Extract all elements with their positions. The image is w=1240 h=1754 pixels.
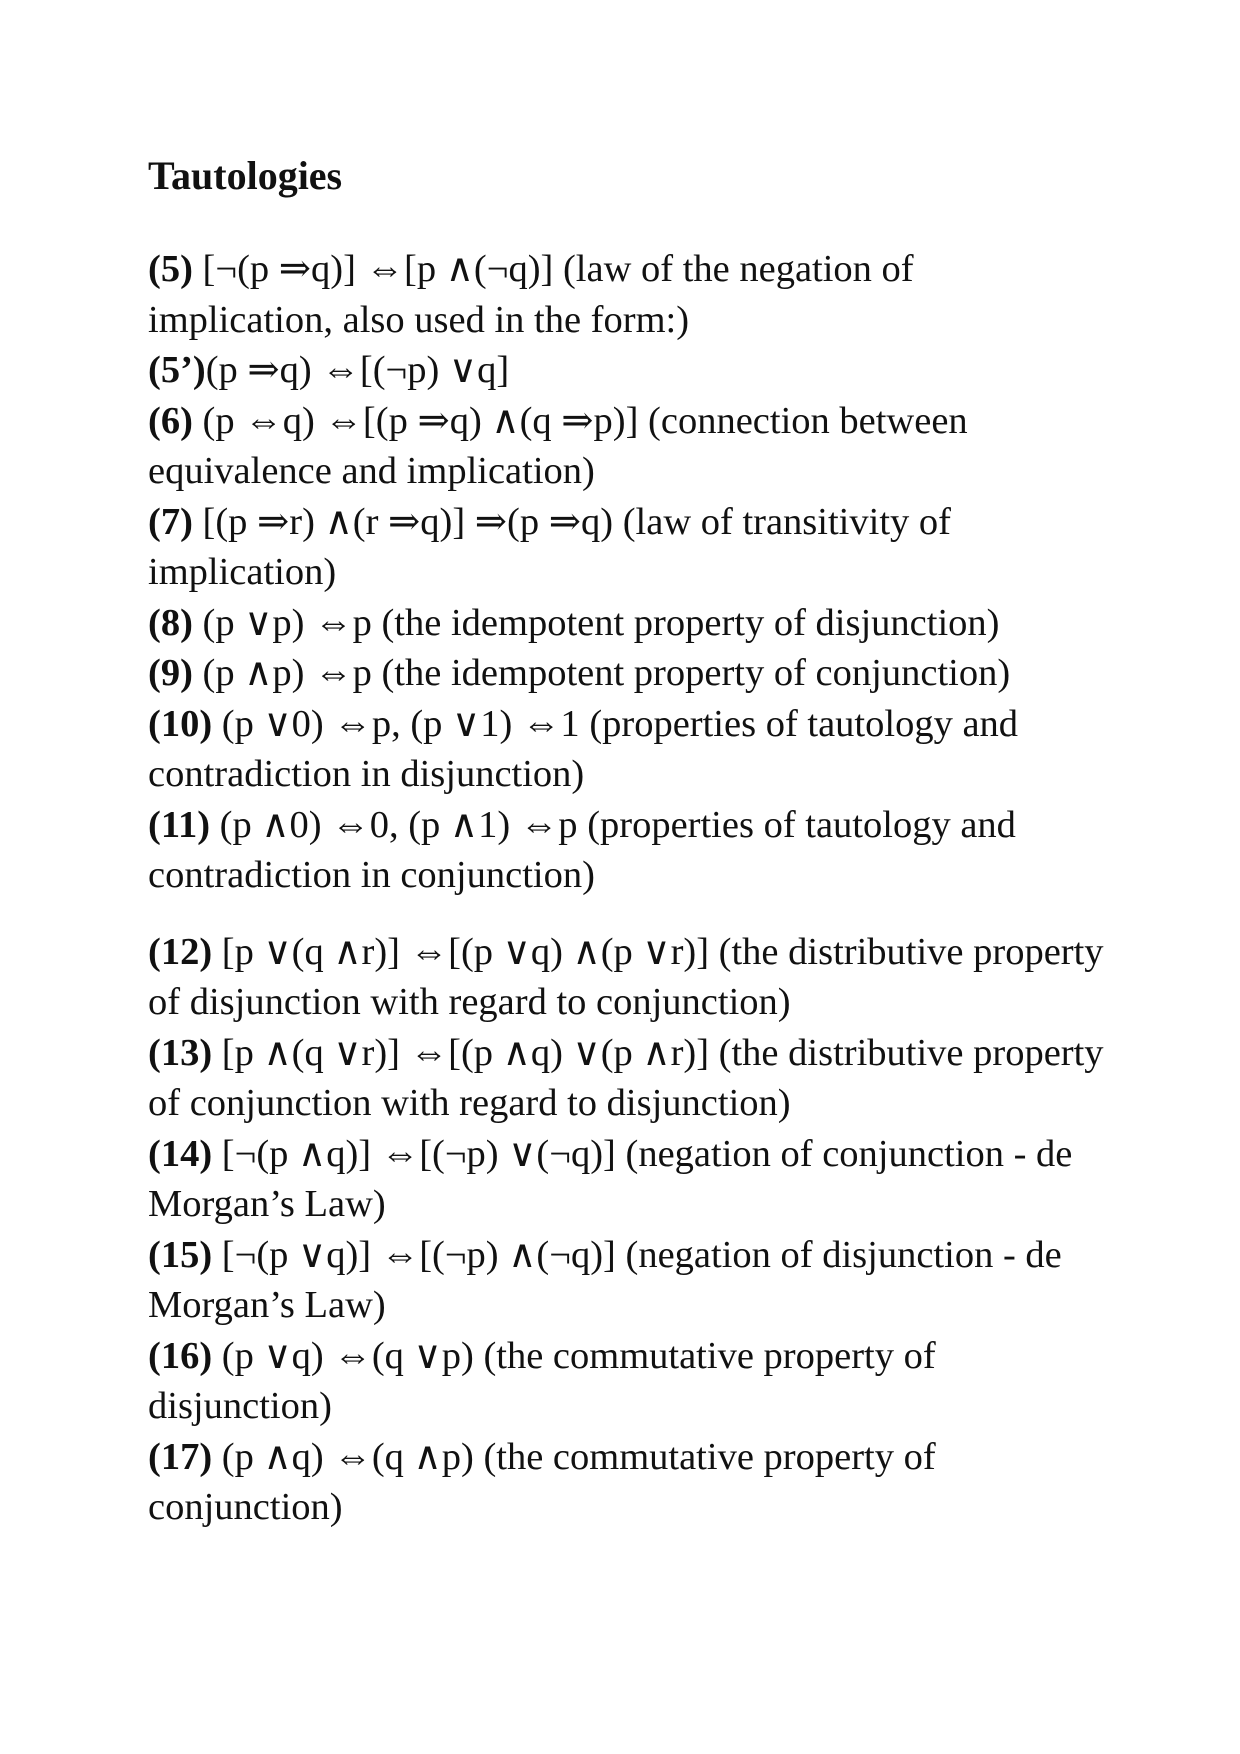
entry-number: (7) [148, 500, 193, 543]
entry-description: (the distributive property of disjunction with regard to conjunction) [148, 930, 1104, 1023]
entry-formula: (p ⇒q) ⇔[(¬p) ∨q] [205, 349, 510, 391]
entry-number: (17) [148, 1435, 213, 1478]
tautology-entry-5 [148, 244, 1108, 345]
entry-description: (the idempotent property of conjunction) [371, 652, 1011, 694]
tautology-entry-14 [148, 1129, 1108, 1230]
entry-description: (law of transitivity of implication) [148, 500, 951, 593]
tautology-entry-9 [148, 648, 1108, 699]
entry-description: (the distributive property of conjunction with regard to disjunction) [148, 1031, 1104, 1124]
entry-number: (13) [148, 1031, 213, 1074]
entry-formula: (p ⇔q) ⇔[(p ⇒q) ∧(q ⇒p)] [192, 399, 639, 442]
tautology-entry-12 [148, 927, 1108, 1028]
entry-formula: [¬(p ∧q)] ⇔[(¬p) ∨(¬q)] [212, 1132, 616, 1175]
document-page [148, 140, 1108, 1533]
entry-number: (9) [148, 652, 193, 694]
entry-formula: [¬(p ⇒q)] ⇔[p ∧(¬q)] [192, 248, 554, 290]
entry-description: (properties of tautology and contradiction in disjunction) [148, 702, 1019, 795]
entry-description: (law of the negation of implication, also used in the form:) [148, 248, 914, 341]
tautology-entry-10 [148, 699, 1108, 800]
entry-description: (the idempotent property of disjunction) [371, 601, 1000, 644]
entry-number: (12) [148, 930, 213, 973]
tautology-entry-11 [148, 800, 1108, 901]
entry-description: (negation of conjunction - de Morgan’s Law) [148, 1132, 1073, 1225]
entry-number: (14) [148, 1132, 213, 1175]
entry-formula: (p ∨q) ⇔(q ∨p) [212, 1334, 474, 1377]
tautology-entry-13 [148, 1028, 1108, 1129]
entry-number: (5’) [148, 349, 206, 391]
entry-description: (properties of tautology and contradiction in conjunction) [148, 803, 1016, 896]
entry-number: (5) [148, 248, 193, 290]
entry-description: (the commutative property of disjunction) [148, 1334, 936, 1427]
entry-number: (10) [148, 702, 213, 745]
entry-description: (negation of disjunction - de Morgan’s Law) [148, 1233, 1062, 1326]
tautology-entry-17 [148, 1432, 1108, 1533]
tautology-entry-15 [148, 1230, 1108, 1331]
tautology-entry-7 [148, 497, 1108, 598]
entry-number: (6) [148, 399, 193, 442]
tautology-entry-5-prime [148, 345, 1108, 396]
entry-formula: [p ∨(q ∧r)] ⇔[(p ∨q) ∧(p ∨r)] [212, 930, 710, 973]
entry-formula: (p ∨0) ⇔p, (p ∨1) ⇔1 [212, 702, 580, 745]
entry-formula: [¬(p ∨q)] ⇔[(¬p) ∧(¬q)] [212, 1233, 616, 1276]
tautology-entry-16 [148, 1331, 1108, 1432]
entry-description: (connection between equivalence and implication) [148, 399, 968, 492]
tautology-entry-8 [148, 598, 1108, 649]
entry-formula: [(p ⇒r) ∧(r ⇒q)] ⇒(p ⇒q) [192, 500, 614, 543]
entry-description: (the commutative property of conjunction) [148, 1435, 936, 1528]
entry-formula: [p ∧(q ∨r)] ⇔[(p ∧q) ∨(p ∧r)] [212, 1031, 710, 1074]
entry-number: (16) [148, 1334, 213, 1377]
entry-formula: (p ∧p) ⇔p [192, 652, 372, 694]
entry-formula: (p ∧q) ⇔(q ∧p) [212, 1435, 474, 1478]
page-title: Tautologies [148, 153, 343, 198]
entry-number: (11) [148, 803, 211, 846]
entry-number: (8) [148, 601, 193, 644]
tautology-entry-6 [148, 396, 1108, 497]
entry-formula: (p ∧0) ⇔0, (p ∧1) ⇔p [210, 803, 578, 846]
entry-number: (15) [148, 1233, 213, 1276]
entry-formula: (p ∨p) ⇔p [192, 601, 372, 644]
